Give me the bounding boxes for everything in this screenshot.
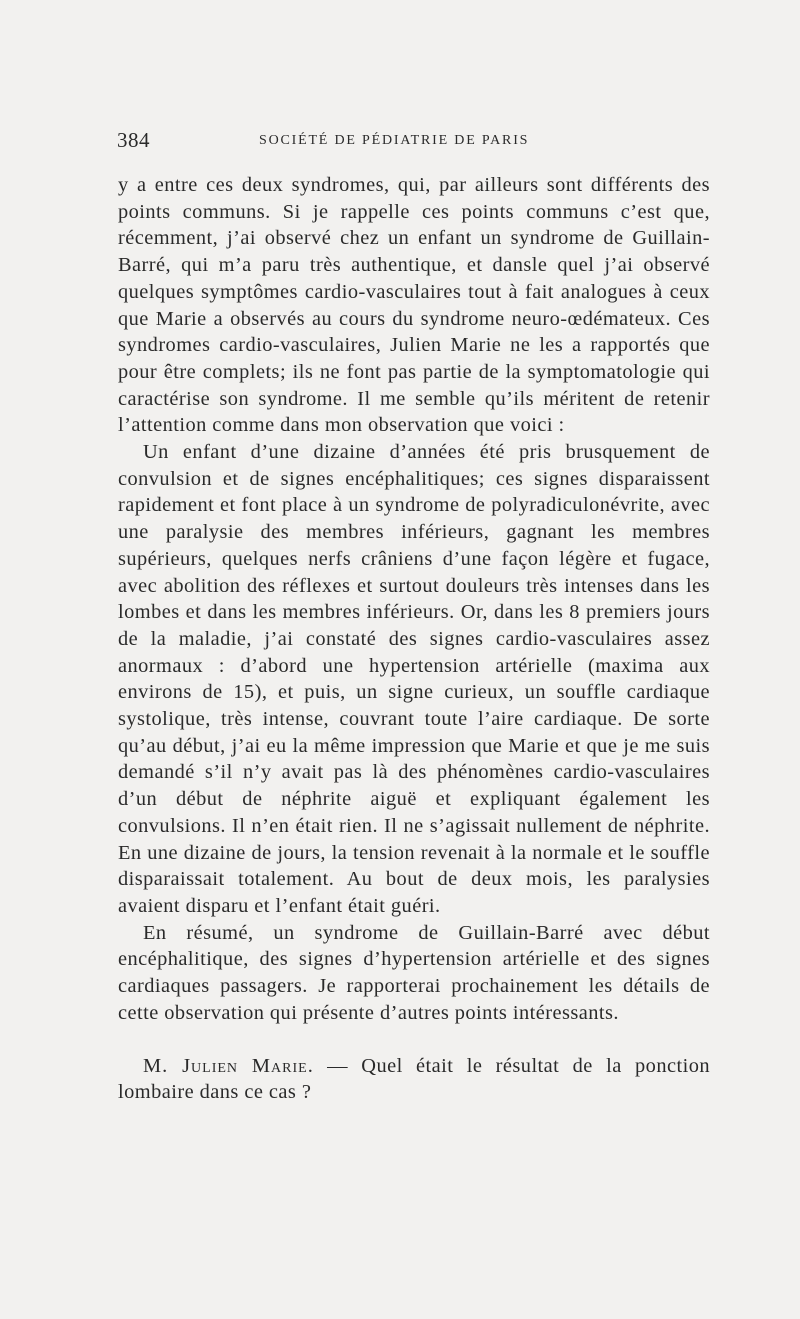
paragraph-spacer [118,1027,710,1053]
reply-text: Quel était le résultat de la ponction lombaire dans ce cas ? [118,1054,710,1104]
reply-paragraph [118,1053,710,1106]
body-text [118,172,710,1106]
page-header [117,128,717,156]
paragraph-1: y a entre ces deux syndromes, qui, par ailleurs sont différents des points communs. Si je rappelle ces points communs c’est que, récemment, j’ai observé chez un enfant un syndrome de Guillain-Barré, qui m’a paru très authentique, et dansle quel j’ai observé quelques symptômes cardio-vasculaires tout à fait analogues à ceux que Marie a observés au cours du syndrome neuro-œdémateux. Ces syndromes cardio-vasculaires, Julien Marie ne les a rapportés que pour être complets; ils ne font pas partie de la symptomatologie qui caractérise son syndrome. Il me semble qu’ils méritent de retenir l’attention comme dans mon observation que voici : [118,174,710,437]
paragraph-2: Un enfant d’une dizaine d’années été pris brusquement de convulsion et de signes encéphalitiques; ces signes disparaissent rapidement et font place à un syndrome de polyradiculonévrite, avec une paralysie des membres inférieurs, gagnant les membres supérieurs, quelques nerfs crâniens d’une façon légère et fugace, avec abolition des réflexes et surtout douleurs très intenses dans les lombes et dans les membres inférieurs. Or, dans les 8 premiers jours de la maladie, j’ai constaté des signes cardio-vasculaires assez anormaux : d’abord une hypertension artérielle (maxima aux environs de 15), et puis, un signe curieux, un souffle cardiaque systolique, très intense, couvrant toute l’aire cardiaque. De sorte qu’au début, j’ai eu la même impression que Marie et que je me suis demandé s’il n’y avait pas là des phénomènes cardio-vasculaires d’un début de néphrite aiguë et expliquant également les convulsions. Il n’en était rien. Il ne s’agissait nullement de néphrite. En une dizaine de jours, la tension revenait à la normale et le souffle disparaissait totalement. Au bout de deux mois, les paralysies avaient disparu et l’enfant était guéri. [118,441,710,917]
speaker-dash: — [313,1054,362,1077]
running-head: SOCIÉTÉ DE PÉDIATRIE DE PARIS [259,133,530,148]
paragraph-3: En résumé, un syndrome de Guillain-Barré avec début encéphalitique, des signes d’hypertension artérielle et des signes cardiaques passagers. Je rapporterai prochainement les détails de cette observation qui présente d’autres points intéressants. [118,921,710,1024]
speaker-name: M. Julien Marie. [143,1054,314,1077]
page-number: 384 [117,128,150,152]
